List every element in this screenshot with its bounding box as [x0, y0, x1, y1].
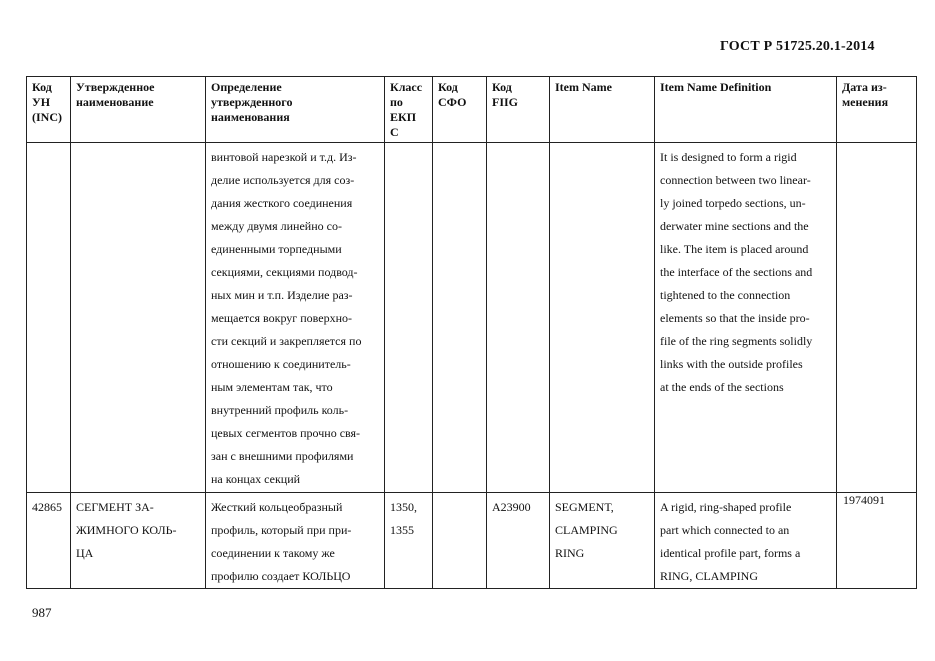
text-line: делие используется для соз- — [211, 173, 355, 187]
text-line: отношению к соединитель- — [211, 357, 351, 371]
text-line: цевых сегментов прочно свя- — [211, 426, 361, 440]
text-line: ных мин и т.п. Изделие раз- — [211, 288, 353, 302]
text-line: 1350, — [390, 500, 417, 514]
cell-sfo — [433, 493, 486, 496]
text-line: СЕГМЕНТ ЗА- — [76, 500, 154, 514]
text-line: derwater mine sections and the — [660, 219, 809, 233]
text-line: It is designed to form a rigid — [660, 150, 797, 164]
text-line: links with the outside profiles — [660, 357, 803, 371]
text-line: elements so that the inside pro- — [660, 311, 810, 325]
text-line: профиль, который при при- — [211, 523, 352, 537]
header-line: СФО — [438, 95, 467, 109]
page-number: 987 — [32, 605, 52, 620]
text-line: сти секций и закрепляется по — [211, 334, 362, 348]
text-line: the interface of the sections and — [660, 265, 813, 279]
cell-inc — [27, 143, 70, 146]
cell-item-name — [550, 493, 654, 565]
col-header-class — [385, 77, 433, 143]
col-header-definition — [206, 77, 385, 143]
text-line: винтовой нарезкой и т.д. Из- — [211, 150, 357, 164]
text-line: ЖИМНОГО КОЛЬ- — [76, 523, 177, 537]
col-header-inc — [27, 77, 71, 143]
col-header-fiig — [487, 77, 550, 143]
cell-definition — [206, 493, 384, 588]
cell-class — [385, 493, 432, 542]
text-line: ly joined torpedo sections, un- — [660, 196, 806, 210]
col-header-item-definition — [655, 77, 837, 143]
col-header-approved-name — [71, 77, 206, 143]
header-line: Определение — [211, 80, 282, 94]
cell-item-name — [550, 143, 654, 146]
header-line: Код — [32, 80, 52, 94]
cell-inc — [27, 493, 70, 519]
header-row — [27, 77, 917, 143]
col-header-change-date — [837, 77, 917, 143]
header-line: утвержденного — [211, 95, 293, 109]
header-line: наименование — [76, 95, 154, 109]
text-line: между двумя линейно со- — [211, 219, 342, 233]
header-line: Код — [492, 80, 512, 94]
specification-table — [26, 76, 917, 589]
document-title: ГОСТ Р 51725.20.1-2014 — [720, 39, 875, 54]
text-line: на концах секций — [211, 472, 301, 486]
cell-fiig — [487, 143, 549, 146]
col-header-sfo — [433, 77, 487, 143]
cell-fiig — [487, 493, 549, 519]
cell-item-definition — [655, 493, 836, 588]
cell-item-definition — [655, 143, 836, 399]
header-line: FIIG — [492, 95, 519, 109]
header-line: наименования — [211, 110, 290, 124]
header-line: Дата из- — [842, 80, 887, 94]
text-line: профилю создает КОЛЬЦО — [211, 569, 351, 583]
header-line: Item Name Definition — [660, 80, 772, 94]
header-line: Утвержденное — [76, 80, 155, 94]
cell-sfo — [433, 143, 486, 146]
cell-change-date — [837, 493, 916, 508]
header-line: Item Name — [555, 80, 612, 94]
table-row — [27, 493, 917, 589]
text-line: SEGMENT, — [555, 500, 614, 514]
text-line: at the ends of the sections — [660, 380, 784, 394]
header-line: ЕКП — [390, 110, 417, 124]
cell-class — [385, 143, 432, 146]
text-line: внутренний профиль коль- — [211, 403, 349, 417]
text-line: identical profile part, forms a — [660, 546, 801, 560]
text-line: file of the ring segments solidly — [660, 334, 813, 348]
cell-approved-name — [71, 493, 205, 565]
text-line: секциями, секциями подвод- — [211, 265, 358, 279]
text-line: RING, CLAMPING — [660, 569, 759, 583]
text-line: like. The item is placed around — [660, 242, 809, 256]
cell-definition — [206, 143, 384, 491]
text-line: мещается вокруг поверхно- — [211, 311, 352, 325]
text-line: зан с внешними профилями — [211, 449, 354, 463]
table-row — [27, 143, 917, 493]
text-line: CLAMPING — [555, 523, 618, 537]
text-line: Жесткий кольцеобразный — [211, 500, 343, 514]
text-line: соединении к такому же — [211, 546, 335, 560]
text-line: tightened to the connection — [660, 288, 791, 302]
text-line: A23900 — [492, 500, 531, 514]
text-line: дания жесткого соединения — [211, 196, 353, 210]
header-line: УН — [32, 95, 51, 109]
header-line: (INC) — [32, 110, 62, 124]
cell-approved-name — [71, 143, 205, 146]
text-line: ным элементам так, что — [211, 380, 333, 394]
text-line: connection between two linear- — [660, 173, 811, 187]
header-line: менения — [842, 95, 889, 109]
text-line: RING — [555, 546, 585, 560]
col-header-item-name — [550, 77, 655, 143]
header-line: Класс — [390, 80, 423, 94]
text-line: 42865 — [32, 500, 62, 514]
text-line: A rigid, ring-shaped profile — [660, 500, 792, 514]
text-line: единенными торпедными — [211, 242, 342, 256]
text-line: 1355 — [390, 523, 414, 537]
header-line: Код — [438, 80, 458, 94]
text-line: part which connected to an — [660, 523, 790, 537]
text-line: ЦА — [76, 546, 94, 560]
text-line: 1974091 — [843, 493, 885, 507]
header-line: по — [390, 95, 403, 109]
header-line: С — [390, 125, 399, 139]
